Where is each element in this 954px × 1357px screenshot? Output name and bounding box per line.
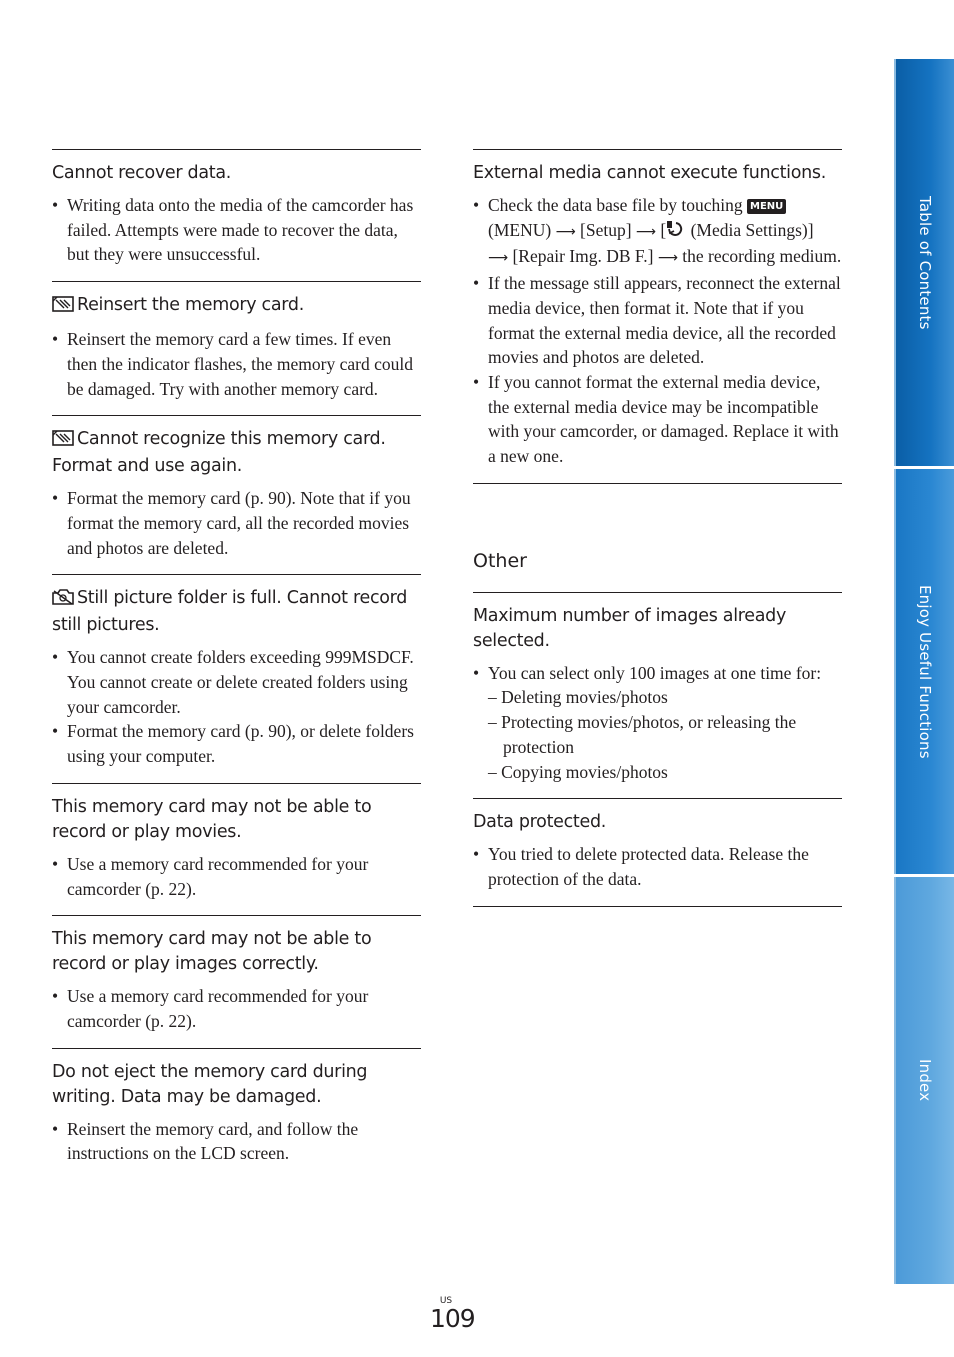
- message-section: [473, 149, 842, 483]
- bullet-list: [52, 852, 421, 901]
- message-title: Data protected.: [473, 812, 607, 833]
- bullet-list: [52, 327, 421, 401]
- arrow-right-icon: ⟶: [555, 223, 576, 240]
- message-title-text: Reinsert the memory card.: [77, 295, 304, 316]
- message-title: Cannot recover data.: [52, 163, 232, 183]
- message-title: [52, 293, 421, 320]
- message-title: This memory card may not be able to record or play movies.: [52, 796, 372, 842]
- message-section: [52, 281, 421, 415]
- bullet-list: [52, 193, 421, 267]
- dash-item: – Deleting movies/photos: [488, 687, 668, 708]
- message-section: [52, 574, 421, 783]
- side-tabs: [894, 59, 954, 1287]
- message-title: [52, 586, 421, 638]
- region-code: US: [439, 1296, 453, 1306]
- tab-index[interactable]: [894, 877, 954, 1284]
- memory-card-icon: [52, 295, 74, 320]
- message-section: [473, 592, 842, 799]
- bullet-item: • You tried to delete protected data. Release the protection of the data.: [473, 842, 842, 891]
- bullet-item: • If you cannot format the external media device, the external media device may be incompatible with your camcorder, or damaged. Replace it with a new one.: [473, 370, 842, 469]
- page-number: [430, 1296, 475, 1333]
- bullet-item: • Reinsert the memory card, and follow the instructions on the LCD screen.: [52, 1117, 421, 1166]
- bullet-item: • If the message still appears, reconnect the external media device, then format it. Note that if you format the external media device, all the recorded movies and photos are deleted.: [473, 271, 842, 370]
- tab-label: Enjoy Useful Functions: [916, 584, 934, 759]
- dash-item: – Protecting movies/photos, or releasing the protection: [488, 712, 797, 757]
- bullet-item: • Reinsert the memory card a few times. If even then the indicator flashes, the memory card could be damaged. Try with another memory card.: [52, 327, 421, 401]
- bullet-item: • You can select only 100 images at one time for:: [473, 661, 842, 686]
- bullet-list: [52, 984, 421, 1033]
- menu-button-icon: MENU: [747, 199, 786, 214]
- message-title: This memory card may not be able to record or play images correctly.: [52, 929, 372, 975]
- right-column: [473, 149, 842, 907]
- bullet-list: [473, 661, 842, 785]
- bullet-item: • Format the memory card (p. 90). Note that if you format the memory card, all the recorded movies and photos are deleted.: [52, 486, 421, 560]
- tab-label: Table of Contents: [916, 195, 934, 330]
- message-title: Do not eject the memory card during writing. Data may be damaged.: [52, 1061, 368, 1107]
- bullet-item: • Use a memory card recommended for your camcorder (p. 22).: [52, 852, 421, 901]
- bullet-item: • Check the data base file by touching MENU (MENU) ⟶ [Setup] ⟶ [ (Media Settings)] ⟶ [Repair Img. DB F.] ⟶ the recording medium.: [473, 193, 842, 271]
- section-divider: [473, 906, 842, 907]
- bullet-list: [52, 645, 421, 769]
- message-title: [52, 427, 421, 479]
- message-title-text: Cannot recognize this memory card. Format and use again.: [52, 429, 386, 477]
- tab-label: Index: [916, 1059, 934, 1102]
- message-section: [52, 415, 421, 574]
- bullet-list: [473, 842, 842, 891]
- message-section: [52, 783, 421, 915]
- message-title: External media cannot execute functions.: [473, 163, 827, 183]
- dash-item: – Copying movies/photos: [488, 761, 668, 782]
- page-number-value: 109: [430, 1304, 475, 1333]
- bullet-item: • You cannot create folders exceeding 999MSDCF. You cannot create or delete created folders using your camcorder.: [52, 645, 421, 719]
- bullet-list: [52, 1117, 421, 1166]
- memory-card-icon: [52, 429, 74, 454]
- left-column: [52, 149, 421, 1180]
- message-section: [52, 149, 421, 281]
- message-section: [52, 1048, 421, 1180]
- tab-table-of-contents[interactable]: [894, 59, 954, 466]
- message-section: [473, 798, 842, 905]
- bullet-item: • Use a memory card recommended for your camcorder (p. 22).: [52, 984, 421, 1033]
- tab-enjoy-useful-functions[interactable]: [894, 469, 954, 874]
- arrow-right-icon: ⟶: [488, 250, 509, 267]
- arrow-right-icon: ⟶: [657, 250, 678, 267]
- bullet-list: [52, 486, 421, 560]
- media-settings-icon: [666, 220, 686, 245]
- still-folder-icon: [52, 588, 74, 613]
- other-heading: Other: [473, 549, 527, 572]
- message-section: [52, 915, 421, 1047]
- message-title-text: Still picture folder is full. Cannot record still pictures.: [52, 588, 408, 636]
- bullet-list: [473, 193, 842, 469]
- arrow-right-icon: ⟶: [635, 223, 656, 240]
- bullet-item: • Format the memory card (p. 90), or delete folders using your computer.: [52, 719, 421, 768]
- message-title: Maximum number of images already selected.: [473, 605, 787, 651]
- bullet-item: • Writing data onto the media of the camcorder has failed. Attempts were made to recover the data, but they were unsuccessful.: [52, 193, 421, 267]
